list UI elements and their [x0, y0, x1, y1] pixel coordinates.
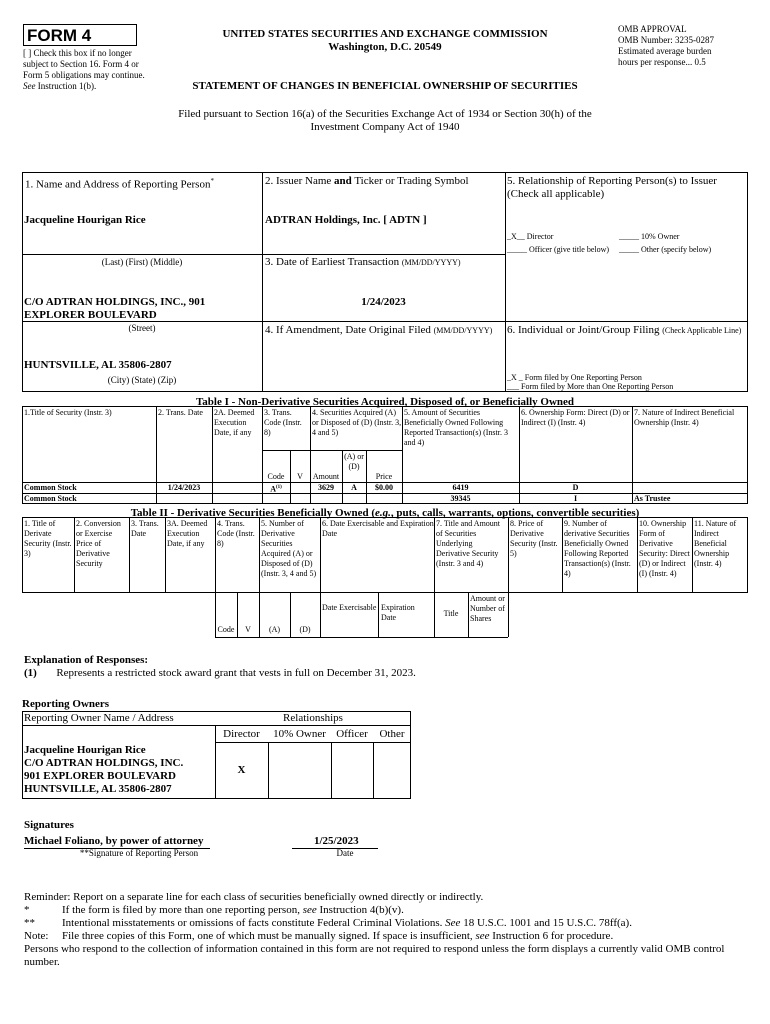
owners-col-other: Other [379, 728, 405, 740]
t2-sub-amount: Amount or Number of Shares [470, 594, 505, 623]
issuer-name: ADTRAN Holdings, Inc. [ ADTN ] [265, 214, 427, 226]
no-longer-subject-note: [ ] Check this box if no longer subject to Section 16. Form 4 or Form 5 obligations may continue. See Instruction 1(b). [23, 48, 145, 91]
signature-date: 1/25/2023 [314, 835, 359, 847]
name-caption: (Last) (First) (Middle) [101, 257, 183, 267]
box6-label: 6. Individual or Joint/Group Filing (Check Applicable Line) [507, 324, 742, 336]
t1-row2-owned: 39345 [450, 494, 471, 503]
one-person-option[interactable]: _X _ Form filed by One Reporting Person [507, 373, 642, 382]
owners-col-name: Reporting Owner Name / Address [24, 712, 174, 724]
t2-sub-date-exercisable: Date Exercisable [322, 603, 377, 612]
signatures-heading: Signatures [24, 819, 74, 831]
box4-label: 4. If Amendment, Date Original Filed (MM/DD/YYYY) [265, 324, 493, 336]
table2 [22, 517, 748, 637]
table1 [22, 406, 748, 504]
t1-row2-form: I [573, 494, 578, 503]
group-option[interactable]: ___ Form filed by More than One Reporting Person [507, 382, 674, 391]
t1-sub-aord: (A) or (D) [344, 452, 364, 471]
t1-col-acquired: 4. Securities Acquired (A) or Disposed of (D) (Instr. 3, 4 and 5) [312, 408, 402, 437]
t1-col-deemed: 2A. Deemed Execution Date, if any [214, 408, 255, 437]
reporting-owners-heading: Reporting Owners [22, 698, 110, 710]
t1-row2-security: Common Stock [24, 494, 77, 503]
box1-label: 1. Name and Address of Reporting Person* [25, 177, 214, 191]
t1-col-amount-owned: 5. Amount of Securities Beneficially Owned Following Reported Transaction(s) (Instr. 3 and 4) [404, 408, 508, 447]
t2-sub-a: (A) [268, 625, 281, 634]
table2-title: Table II - Derivative Securities Beneficially Owned (e.g., puts, calls, warrants, options, convertible securities) [130, 507, 640, 519]
t1-row1-form: D [572, 483, 579, 492]
agency-name: UNITED STATES SECURITIES AND EXCHANGE COMMISSION Washington, D.C. 20549 [222, 28, 548, 53]
t1-sub-amount: Amount [312, 472, 340, 481]
owner-director-mark: X [237, 764, 246, 776]
t1-row1-date: 1/24/2023 [167, 483, 201, 492]
t1-row1-amount: 3629 [318, 483, 334, 492]
t1-row1-price: $0.00 [375, 483, 393, 492]
owners-col-ten-pct: 10% Owner [273, 728, 326, 740]
t2-col-form: 10. Ownership Form of Derivative Security: Direct (D) or Indirect (I) (Instr. 4) [639, 519, 690, 578]
t2-col-deemed: 3A. Deemed Execution Date, if any [167, 519, 208, 548]
form-title: FORM 4 [27, 26, 92, 45]
box5-label: 5. Relationship of Reporting Person(s) to Issuer (Check all applicable) [507, 175, 717, 200]
t1-row1-security: Common Stock [24, 483, 77, 492]
reporting-owners-table [22, 711, 411, 799]
t2-col-price: 8. Price of Derivative Security (Instr. 5) [510, 519, 558, 558]
reminder-text: Reminder: Report on a separate line for each class of securities beneficially owned directly or indirectly. [24, 891, 484, 903]
t2-sub-v: V [245, 625, 251, 634]
t1-row2-nature: As Trustee [634, 494, 671, 503]
earliest-transaction-date: 1/24/2023 [361, 296, 406, 308]
box2-label: 2. Issuer Name and Ticker or Trading Symbol [265, 175, 469, 187]
t2-sub-code: Code [217, 625, 235, 634]
star-note: * If the form is filed by more than one reporting person, see Instruction 4(b)(v). [24, 904, 404, 916]
note-text: Note: File three copies of this Form, one of which must be manually signed. If space is insufficient, see Instruction 6 for procedure. [24, 930, 614, 942]
table1-title: Table I - Non-Derivative Securities Acquired, Disposed of, or Beneficially Owned [195, 396, 575, 408]
explanation-heading: Explanation of Responses: [24, 654, 149, 666]
owners-col-relationships: Relationships [283, 712, 343, 724]
owner-address: Jacqueline Hourigan Rice C/O ADTRAN HOLDINGS, INC. 901 EXPLORER BOULEVARD HUNTSVILLE, AL 35806-2807 [24, 744, 184, 795]
omb-approval: OMB APPROVAL OMB Number: 3235-0287 Estimated average burden hours per response... 0.5 [618, 24, 714, 67]
t1-col-ownership-form: 6. Ownership Form: Direct (D) or Indirect (I) (Instr. 4) [521, 408, 630, 427]
persons-text: Persons who respond to the collection of information contained in this form are not required to respond unless the form displays a currently valid OMB control number. [24, 943, 725, 968]
t1-col-code: 3. Trans. Code (Instr. 8) [264, 408, 302, 437]
t2-sub-title: Title [443, 609, 459, 618]
t2-col-title: 1. Title of Derivate Security (Instr. 3) [24, 519, 72, 558]
director-checkbox[interactable]: _X__ Director [507, 232, 554, 241]
t2-sub-expiration: Expiration Date [381, 603, 415, 622]
reporting-person-city: HUNTSVILLE, AL 35806-2807 [24, 359, 172, 371]
form-title-box [23, 24, 137, 46]
ten-percent-owner-checkbox[interactable]: _____ 10% Owner [619, 232, 680, 241]
t2-col-conversion: 2. Conversion or Exercise Price of Derivative Security [76, 519, 121, 568]
city-caption: (City) (State) (Zip) [107, 375, 177, 385]
t2-col-exercisable: 6. Date Exercisable and Expiration Date [322, 519, 434, 538]
t1-col-security: 1.Title of Security (Instr. 3) [24, 408, 112, 417]
signature-date-caption: Date [336, 848, 354, 858]
t1-col-date: 2. Trans. Date [158, 408, 203, 417]
double-star-note: ** Intentional misstatements or omissions of facts constitute Federal Criminal Violations. See 18 U.S.C. 1001 and 15 U.S.C. 78ff(a). [24, 917, 632, 929]
footer-notes [24, 891, 748, 969]
filed-pursuant: Filed pursuant to Section 16(a) of the Securities Exchange Act of 1934 or Section 30(h) of the Investment Company Act of 1940 [178, 108, 592, 133]
owners-col-officer: Officer [336, 728, 368, 740]
reporting-person-name: Jacqueline Hourigan Rice [24, 214, 146, 226]
other-checkbox[interactable]: _____ Other (specify below) [619, 245, 712, 254]
t2-col-code: 4. Trans. Code (Instr. 8) [217, 519, 255, 548]
t1-col-nature: 7. Nature of Indirect Beneficial Ownership (Instr. 4) [634, 408, 735, 427]
signer-name: Michael Foliano, by power of attorney [24, 835, 204, 847]
t1-sub-code: Code [267, 472, 285, 481]
t2-col-nature: 11. Nature of Indirect Beneficial Ownership (Instr. 4) [694, 519, 737, 568]
t2-col-owned: 9. Number of derivative Securities Beneficially Owned Following Reported Transaction(s) (Instr. 4) [564, 519, 631, 578]
t1-sub-v: V [297, 472, 303, 481]
street-caption: (Street) [128, 323, 156, 333]
owners-col-director: Director [223, 728, 260, 740]
explanation-item: (1) Represents a restricted stock award grant that vests in full on December 31, 2023. [24, 667, 416, 679]
box3-label: 3. Date of Earliest Transaction (MM/DD/YYYY) [265, 256, 461, 268]
statement-title: STATEMENT OF CHANGES IN BENEFICIAL OWNERSHIP OF SECURITIES [192, 80, 578, 92]
t1-sub-price: Price [375, 472, 393, 481]
t2-sub-d: (D) [299, 625, 311, 634]
t1-row1-code: $A^{(1)}$ [270, 484, 282, 494]
t2-col-number: 5. Number of Derivative Securities Acquired (A) or Disposed of (D) (Instr. 3, 4 and 5) [261, 519, 317, 578]
t1-row1-owned: 6419 [452, 483, 469, 492]
filing-options [507, 373, 673, 391]
t2-col-date: 3. Trans. Date [131, 519, 159, 538]
t1-row1-aord: A [351, 483, 357, 492]
reporting-person-street: C/O ADTRAN HOLDINGS, INC., 901 EXPLORER BOULEVARD [24, 296, 206, 321]
signer-caption: **Signature of Reporting Person [79, 848, 199, 858]
t2-col-underlying: 7. Title and Amount of Securities Underlying Derivative Security (Instr. 3 and 4) [436, 519, 501, 568]
officer-checkbox[interactable]: _____ Officer (give title below) [507, 245, 610, 254]
